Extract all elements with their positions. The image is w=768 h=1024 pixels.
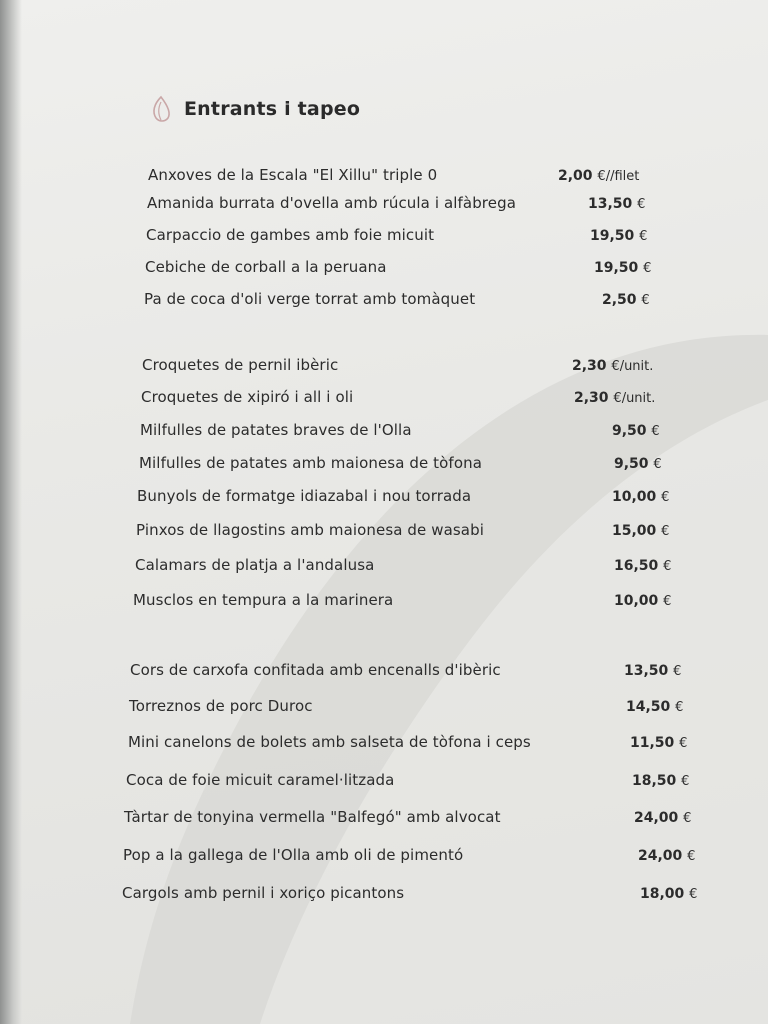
price-unit: €/unit.: [611, 359, 654, 374]
price-unit: €: [653, 457, 662, 472]
menu-item-price: [594, 260, 651, 276]
menu-item: [140, 421, 660, 439]
price-unit: €: [673, 664, 682, 679]
price-unit: €: [651, 424, 660, 439]
menu-item-name: Pa de coca d'oli verge torrat amb tomàquet: [144, 290, 476, 308]
price-unit: €/unit.: [613, 391, 656, 406]
price-unit: €: [641, 293, 650, 308]
menu-item-price: [574, 390, 655, 406]
price-unit: €: [689, 887, 698, 902]
menu-item-name: Musclos en tempura a la marinera: [133, 591, 394, 609]
menu-item: [129, 697, 684, 715]
menu-item-name: Croquetes de pernil ibèric: [142, 356, 339, 374]
menu-item-name: Mini canelons de bolets amb salseta de tòfona i ceps: [128, 733, 531, 751]
menu-item-price: [638, 848, 695, 864]
section-header: [148, 94, 360, 124]
menu-item: [146, 226, 648, 244]
menu-item-price: [634, 810, 691, 826]
menu-item-name: Amanida burrata d'ovella amb rúcula i alfàbrega: [147, 194, 516, 212]
price-amount: 11,50: [630, 735, 675, 751]
menu-item-price: [588, 196, 645, 212]
price-unit: €: [679, 736, 688, 751]
menu-item: [147, 194, 646, 212]
price-amount: 10,00: [614, 593, 659, 609]
menu-item-price: [590, 228, 647, 244]
price-amount: 24,00: [634, 810, 679, 826]
menu-item: [141, 388, 656, 406]
menu-item: [122, 884, 698, 902]
price-amount: 15,00: [612, 523, 657, 539]
price-amount: 2,00: [558, 168, 593, 184]
menu-item-price: [602, 292, 650, 308]
menu-item-price: [632, 773, 689, 789]
menu-item: [142, 356, 654, 374]
price-unit: €: [661, 524, 670, 539]
price-amount: 2,30: [572, 358, 607, 374]
menu-item: [126, 771, 690, 789]
menu-item-price: [612, 423, 660, 439]
price-unit: €: [639, 229, 648, 244]
price-unit: €: [683, 811, 692, 826]
menu-item: [136, 521, 670, 539]
menu-item-price: [612, 489, 669, 505]
menu-item-price: [612, 523, 669, 539]
menu-item-name: Pop a la gallega de l'Olla amb oli de pimentó: [123, 846, 464, 864]
menu-item: [144, 290, 650, 308]
menu-item: [145, 258, 652, 276]
menu-item-price: [558, 168, 639, 184]
price-unit: €//filet: [597, 169, 640, 184]
menu-item-price: [572, 358, 653, 374]
menu-item: [130, 661, 682, 679]
menu-item-name: Cors de carxofa confitada amb encenalls d'ibèric: [130, 661, 501, 679]
menu-item: [124, 808, 692, 826]
menu-item-price: [640, 886, 697, 902]
menu-item: [135, 556, 672, 574]
menu-item-name: Calamars de platja a l'andalusa: [135, 556, 375, 574]
menu-item-price: [630, 735, 687, 751]
menu-item-name: Carpaccio de gambes amb foie micuit: [146, 226, 435, 244]
menu-item-name: Anxoves de la Escala "El Xillu" triple 0: [148, 166, 438, 184]
price-amount: 10,00: [612, 489, 657, 505]
price-unit: €: [637, 197, 646, 212]
price-amount: 2,30: [574, 390, 609, 406]
menu-item-name: Tàrtar de tonyina vermella "Balfegó" amb alvocat: [124, 808, 501, 826]
menu-item: [139, 454, 662, 472]
page-edge-shadow: [0, 0, 22, 1024]
menu-item-name: Coca de foie micuit caramel·litzada: [126, 771, 395, 789]
price-amount: 18,50: [632, 773, 677, 789]
price-amount: 18,00: [640, 886, 685, 902]
menu-item-name: Pinxos de llagostins amb maionesa de wasabi: [136, 521, 484, 539]
price-amount: 24,00: [638, 848, 683, 864]
menu-item-name: Milfulles de patates amb maionesa de tòfona: [139, 454, 482, 472]
price-unit: €: [663, 559, 672, 574]
menu-item-price: [614, 593, 671, 609]
menu-item-name: Cebiche de corball a la peruana: [145, 258, 387, 276]
price-unit: €: [675, 700, 684, 715]
price-amount: 13,50: [624, 663, 669, 679]
price-unit: €: [661, 490, 670, 505]
price-amount: 19,50: [590, 228, 635, 244]
menu-item-price: [614, 456, 662, 472]
menu-item-price: [626, 699, 683, 715]
price-amount: 9,50: [612, 423, 647, 439]
menu-leaf-icon: [148, 94, 174, 124]
menu-item-name: Torreznos de porc Duroc: [129, 697, 313, 715]
menu-item-name: Milfulles de patates braves de l'Olla: [140, 421, 412, 439]
menu-item-name: Croquetes de xipiró i all i oli: [141, 388, 354, 406]
menu-item: [128, 733, 688, 751]
menu-item-name: Cargols amb pernil i xoriço picantons: [122, 884, 405, 902]
price-amount: 13,50: [588, 196, 633, 212]
menu-item-price: [624, 663, 681, 679]
menu-item-name: Bunyols de formatge idiazabal i nou torrada: [137, 487, 472, 505]
price-amount: 19,50: [594, 260, 639, 276]
price-amount: 14,50: [626, 699, 671, 715]
menu-item: [137, 487, 670, 505]
menu-item: [123, 846, 696, 864]
section-title: Entrants i tapeo: [184, 98, 361, 120]
menu-item: [133, 591, 672, 609]
menu-item-price: [614, 558, 671, 574]
menu-item: [148, 166, 640, 184]
price-unit: €: [643, 261, 652, 276]
price-amount: 2,50: [602, 292, 637, 308]
price-unit: €: [687, 849, 696, 864]
price-unit: €: [663, 594, 672, 609]
price-amount: 9,50: [614, 456, 649, 472]
price-amount: 16,50: [614, 558, 659, 574]
price-unit: €: [681, 774, 690, 789]
